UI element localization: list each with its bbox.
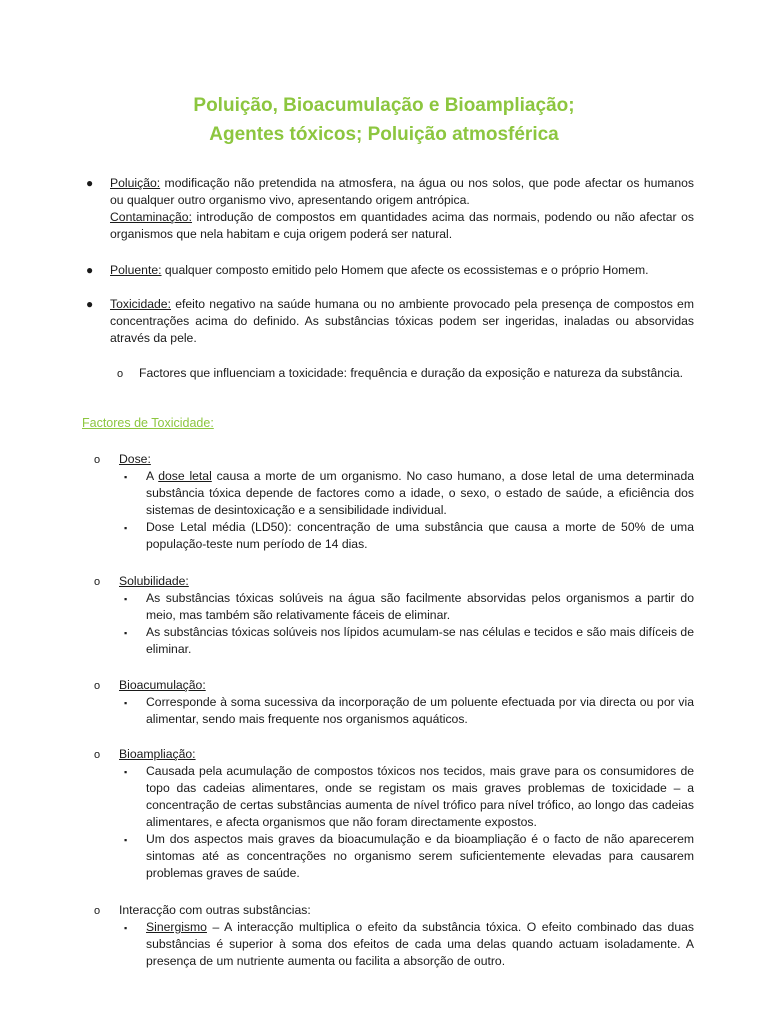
term-sinergismo: Sinergismo xyxy=(146,920,207,934)
bioacumulacao-item-1: Corresponde à soma sucessiva da incorporação de um poluente efectuada por via directa ou por via alimentar, sendo mais frequente nos organismos aquáticos. xyxy=(146,695,694,726)
bullet-square: ▪ xyxy=(124,523,128,533)
bullet-square: ▪ xyxy=(124,472,128,482)
bullet-circle: o xyxy=(94,454,101,466)
interaccao-item-1-text: – A interacção multiplica o efeito da substância tóxica. O efeito combinado das duas substâncias é superior à soma dos efeitos de cada uma delas quando actuam isoladamente. A presença de um nutriente aumenta ou facilita a absorção de outro. xyxy=(146,920,694,968)
bullet-dot: ● xyxy=(86,263,94,277)
solubilidade-item-1: As substâncias tóxicas solúveis na água são facilmente absorvidas pelos organismos a partir do meio, mas também são relativamente fáceis de eliminar. xyxy=(146,591,694,622)
heading-bioacumulacao: Bioacumulação: xyxy=(119,678,206,692)
section-title: Factores de Toxicidade: xyxy=(82,416,214,430)
bullet-square: ▪ xyxy=(124,594,128,604)
term-contaminacao: Contaminação: xyxy=(110,210,192,224)
bullet-square: ▪ xyxy=(124,767,128,777)
definition-poluente xyxy=(110,262,694,279)
bullet-square: ▪ xyxy=(124,923,128,933)
bioampliacao-item-1: Causada pela acumulação de compostos tóxicos nos tecidos, mais grave para os consumidores de topo das cadeias alimentares, onde se registam os mais graves problemas de toxicidade – a concentração de certas substâncias aumenta de nível trófico para nível trófico, ao longo das cadeias alimentares, e afecta organismos que não foram directamente expostos. xyxy=(146,764,694,829)
term-toxicidade: Toxicidade: xyxy=(110,297,171,311)
dose-item-1 xyxy=(146,468,694,519)
solubilidade-item-2: As substâncias tóxicas solúveis nos lípidos acumulam-se nas células e tecidos e são mais difíceis de eliminar. xyxy=(146,625,694,656)
heading-solubilidade: Solubilidade: xyxy=(119,574,189,588)
definition-text: efeito negativo na saúde humana ou no ambiente provocado pela presença de compostos em concentrações acima do definido. As substâncias tóxicas podem ser ingeridas, inaladas ou absorvidas através da pele. xyxy=(110,297,694,345)
bullet-circle: o xyxy=(94,749,101,761)
bullet-dot: ● xyxy=(86,176,94,190)
term-poluente: Poluente: xyxy=(110,263,162,277)
bullet-square: ▪ xyxy=(124,835,128,845)
definition-text: qualquer composto emitido pelo Homem que afecte os ecossistemas e o próprio Homem. xyxy=(161,263,649,277)
definition-toxicidade xyxy=(110,296,694,347)
heading-bioampliacao: Bioampliação: xyxy=(119,747,196,761)
term-poluicao: Poluição: xyxy=(110,176,161,190)
document-title-line1: Poluição, Bioacumulação e Bioampliação; xyxy=(193,95,575,116)
definition-poluicao xyxy=(110,175,694,243)
heading-dose: Dose: xyxy=(119,452,151,466)
term-dose-letal: dose letal xyxy=(158,469,212,483)
bullet-circle: o xyxy=(94,576,101,588)
definition-text: introdução de compostos em quantidades acima das normais, podendo ou não afectar os organismos que nela habitam e cuja origem poderá ser natural. xyxy=(110,210,694,241)
dose-item-1-text: causa a morte de um organismo. No caso humano, a dose letal de uma determinada substância tóxica depende de factores como a idade, o sexo, o estado de saúde, a eficiência dos sistemas de desintoxicação e a sensibilidade individual. xyxy=(146,469,694,517)
document-title-line2: Agentes tóxicos; Poluição atmosférica xyxy=(209,124,559,145)
dose-item-1-prefix: A xyxy=(146,469,159,483)
bullet-square: ▪ xyxy=(124,698,128,708)
bioampliacao-item-2: Um dos aspectos mais graves da bioacumulação e da bioampliação é o facto de não aparecerem sintomas até as concentrações no organismo serem suficientemente elevadas para causarem problemas graves de saúde. xyxy=(146,832,694,880)
bullet-square: ▪ xyxy=(124,628,128,638)
bullet-dot: ● xyxy=(86,297,94,311)
interaccao-item-1 xyxy=(146,919,694,970)
definition-text: modificação não pretendida na atmosfera, na água ou nos solos, que pode afectar os humanos ou qualquer outro organismo vivo, apresentando origem antrópica. xyxy=(110,176,694,207)
factors-note: Factores que influenciam a toxicidade: frequência e duração da exposição e natureza da substância. xyxy=(139,366,684,380)
heading-interaccao: Interacção com outras substâncias: xyxy=(119,903,311,917)
bullet-circle: o xyxy=(117,368,124,380)
dose-item-2: Dose Letal média (LD50): concentração de uma substância que causa a morte de 50% de uma população-teste num período de 14 dias. xyxy=(146,520,694,551)
bullet-circle: o xyxy=(94,680,101,692)
bullet-circle: o xyxy=(94,905,101,917)
